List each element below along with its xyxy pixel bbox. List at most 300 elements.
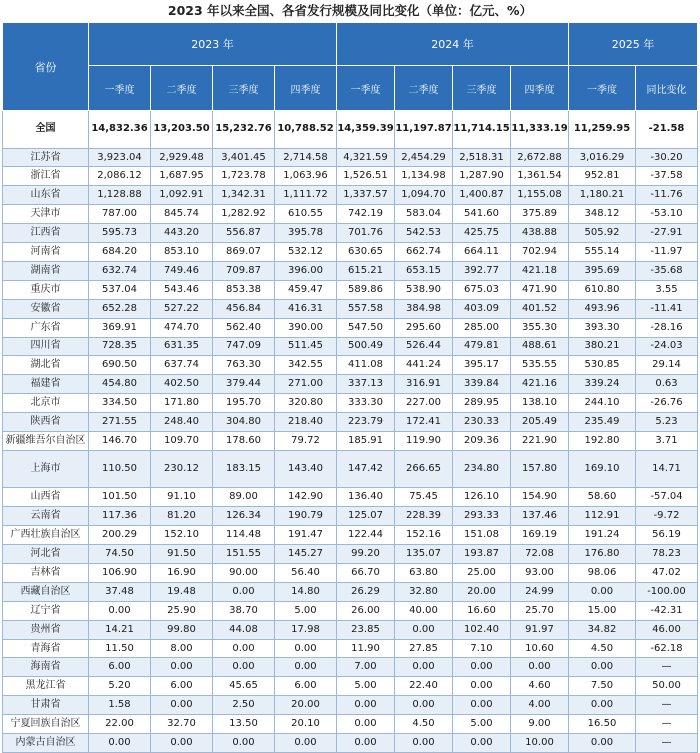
province-cell: 北京市 [3,394,89,413]
value-cell: 146.70 [89,431,151,450]
table-row [3,639,698,658]
value-cell: 112.91 [569,507,636,526]
value-cell: 47.02 [636,564,698,583]
value-cell: 4.50 [395,715,453,734]
value-cell: 583.04 [395,205,453,224]
value-cell: 271.00 [275,375,337,394]
province-cell: 新疆维吾尔自治区 [3,431,89,450]
value-cell: 454.80 [89,375,151,394]
value-cell: -100.00 [636,582,698,601]
value-cell: 126.10 [453,488,511,507]
value-cell: 1,155.08 [511,186,569,205]
value-cell: 474.70 [151,318,213,337]
value-cell: 0.00 [89,734,151,753]
value-cell: 235.49 [569,413,636,432]
q2-2024-header: 二季度 [395,66,453,111]
value-cell: 0.00 [213,658,275,677]
value-cell: 5.00 [337,677,395,696]
value-cell: 185.91 [337,431,395,450]
value-cell: 1,134.98 [395,167,453,186]
value-cell: 0.00 [569,582,636,601]
value-cell: 15,232.76 [213,111,275,149]
value-cell: 1,337.57 [337,186,395,205]
value-cell: 285.00 [453,318,511,337]
value-cell: 527.22 [151,299,213,318]
province-cell: 河北省 [3,545,89,564]
value-cell: — [636,734,698,753]
province-cell: 云南省 [3,507,89,526]
table-row [3,658,698,677]
q1-2025-header: 一季度 [569,66,636,111]
value-cell: 2,518.31 [453,148,511,167]
value-cell: 530.85 [569,356,636,375]
table-row [3,564,698,583]
value-cell: 122.44 [337,526,395,545]
value-cell: 542.53 [395,224,453,243]
value-cell: 0.00 [453,734,511,753]
table-row [3,734,698,753]
province-cell: 天津市 [3,205,89,224]
value-cell: 0.00 [395,696,453,715]
value-cell: 2,929.48 [151,148,213,167]
q1-2024-header: 一季度 [337,66,395,111]
value-cell: 653.15 [395,261,453,280]
province-cell: 全国 [3,111,89,149]
value-cell: 99.80 [151,620,213,639]
value-cell: 23.85 [337,620,395,639]
value-cell: 227.00 [395,394,453,413]
issuance-table [2,22,698,753]
value-cell: 46.00 [636,620,698,639]
value-cell: 1,180.21 [569,186,636,205]
value-cell: 169.10 [569,450,636,488]
value-cell: 348.12 [569,205,636,224]
value-cell: 0.00 [275,639,337,658]
province-cell: 重庆市 [3,280,89,299]
value-cell: 44.08 [213,620,275,639]
value-cell: 493.96 [569,299,636,318]
province-cell: 河南省 [3,243,89,262]
value-cell: 230.12 [151,450,213,488]
value-cell: 6.00 [89,658,151,677]
value-cell: 114.48 [213,526,275,545]
value-cell: 0.00 [453,658,511,677]
value-cell: 45.65 [213,677,275,696]
q2-2023-header: 二季度 [151,66,213,111]
q4-2024-header: 四季度 [511,66,569,111]
table-row [3,356,698,375]
value-cell: 0.00 [213,734,275,753]
value-cell: 106.90 [89,564,151,583]
value-cell: -11.76 [636,186,698,205]
province-cell: 湖北省 [3,356,89,375]
value-cell: 488.61 [511,337,569,356]
value-cell: 853.10 [151,243,213,262]
value-cell: 79.72 [275,431,337,450]
value-cell: 4.00 [511,696,569,715]
value-cell: 334.50 [89,394,151,413]
value-cell: 543.46 [151,280,213,299]
value-cell: 541.60 [453,205,511,224]
value-cell: 89.00 [213,488,275,507]
value-cell: 58.60 [569,488,636,507]
value-cell: 147.42 [337,450,395,488]
value-cell: 183.15 [213,450,275,488]
value-cell: 5.20 [89,677,151,696]
value-cell: -30.20 [636,148,698,167]
value-cell: 26.29 [337,582,395,601]
table-row [3,186,698,205]
province-cell: 福建省 [3,375,89,394]
value-cell: 1,526.51 [337,167,395,186]
table-row [3,450,698,488]
value-cell: 22.00 [89,715,151,734]
value-cell: 853.38 [213,280,275,299]
value-cell: 393.30 [569,318,636,337]
province-cell: 浙江省 [3,167,89,186]
value-cell: 511.45 [275,337,337,356]
value-cell: 538.90 [395,280,453,299]
value-cell: 4.60 [511,677,569,696]
value-cell: 0.00 [395,734,453,753]
value-cell: 630.65 [337,243,395,262]
value-cell: 537.04 [89,280,151,299]
value-cell: 532.12 [275,243,337,262]
value-cell: 0.00 [569,734,636,753]
value-cell: 27.85 [395,639,453,658]
table-row [3,582,698,601]
value-cell: 2.50 [213,696,275,715]
value-cell: 99.20 [337,545,395,564]
value-cell: 952.81 [569,167,636,186]
value-cell: 1,111.72 [275,186,337,205]
value-cell: 0.00 [395,658,453,677]
table-row [3,243,698,262]
value-cell: 221.90 [511,431,569,450]
value-cell: 304.80 [213,413,275,432]
value-cell: 110.50 [89,450,151,488]
value-cell: 37.48 [89,582,151,601]
value-cell: 0.00 [151,734,213,753]
value-cell: 157.80 [511,450,569,488]
table-row [3,280,698,299]
value-cell: 171.80 [151,394,213,413]
value-cell: 11,714.15 [453,111,511,149]
value-cell: 138.10 [511,394,569,413]
value-cell: 5.00 [453,715,511,734]
value-cell: 11.50 [89,639,151,658]
value-cell: 728.35 [89,337,151,356]
value-cell: 191.24 [569,526,636,545]
value-cell: 610.55 [275,205,337,224]
value-cell: -11.97 [636,243,698,262]
value-cell: 14,832.36 [89,111,151,149]
value-cell: 375.89 [511,205,569,224]
table-row [3,620,698,639]
value-cell: 395.17 [453,356,511,375]
value-cell: -42.31 [636,601,698,620]
value-cell: 26.00 [337,601,395,620]
value-cell: 2,086.12 [89,167,151,186]
value-cell: 1,128.88 [89,186,151,205]
value-cell: 169.19 [511,526,569,545]
value-cell: 547.50 [337,318,395,337]
value-cell: 3,401.45 [213,148,275,167]
value-cell: 662.74 [395,243,453,262]
value-cell: 316.91 [395,375,453,394]
value-cell: 425.75 [453,224,511,243]
value-cell: 137.46 [511,507,569,526]
value-cell: 20.00 [275,696,337,715]
value-cell: 191.47 [275,526,337,545]
value-cell: 4,321.59 [337,148,395,167]
value-cell: -57.04 [636,488,698,507]
value-cell: 0.00 [569,658,636,677]
table-row [3,545,698,564]
table-row [3,394,698,413]
value-cell: 24.99 [511,582,569,601]
value-cell: 11,259.95 [569,111,636,149]
value-cell: 205.49 [511,413,569,432]
value-cell: -9.72 [636,507,698,526]
value-cell: 91.10 [151,488,213,507]
table-row [3,261,698,280]
value-cell: 2,714.58 [275,148,337,167]
value-cell: 75.45 [395,488,453,507]
value-cell: 632.74 [89,261,151,280]
value-cell: 102.40 [453,620,511,639]
value-cell: — [636,696,698,715]
province-cell: 广东省 [3,318,89,337]
yoy-change-header: 同比变化 [636,66,698,111]
value-cell: 1,723.78 [213,167,275,186]
value-cell: 443.20 [151,224,213,243]
value-cell: 6.00 [275,677,337,696]
province-cell: 辽宁省 [3,601,89,620]
value-cell: 152.10 [151,526,213,545]
value-cell: 200.29 [89,526,151,545]
value-cell: 0.00 [453,696,511,715]
value-cell: 337.13 [337,375,395,394]
value-cell: 0.00 [213,582,275,601]
value-cell: 223.79 [337,413,395,432]
table-row [3,431,698,450]
value-cell: 0.00 [213,639,275,658]
value-cell: 339.84 [453,375,511,394]
value-cell: 390.00 [275,318,337,337]
value-cell: 0.00 [275,734,337,753]
table-row [3,601,698,620]
value-cell: 339.24 [569,375,636,394]
province-header: 省份 [3,23,89,111]
value-cell: 101.50 [89,488,151,507]
value-cell: 11,333.19 [511,111,569,149]
value-cell: 228.39 [395,507,453,526]
value-cell: 14,359.39 [337,111,395,149]
table-row [3,375,698,394]
value-cell: 557.58 [337,299,395,318]
province-cell: 西藏自治区 [3,582,89,601]
table-row [3,167,698,186]
value-cell: 556.87 [213,224,275,243]
province-cell: 上海市 [3,450,89,488]
value-cell: 5.00 [275,601,337,620]
value-cell: 6.00 [151,677,213,696]
value-cell: -26.76 [636,394,698,413]
value-cell: 209.36 [453,431,511,450]
year-2024-header: 2024 年 [337,23,569,66]
value-cell: 74.50 [89,545,151,564]
table-row [3,148,698,167]
value-cell: 702.94 [511,243,569,262]
value-cell: 13,203.50 [151,111,213,149]
value-cell: 342.55 [275,356,337,375]
province-cell: 江西省 [3,224,89,243]
table-title: 2023 年以来全国、各省发行规模及同比变化（单位：亿元、%） [167,3,533,18]
value-cell: 402.50 [151,375,213,394]
table-row [3,413,698,432]
value-cell: 244.10 [569,394,636,413]
value-cell: 142.90 [275,488,337,507]
table-row [3,224,698,243]
province-cell: 湖南省 [3,261,89,280]
value-cell: 0.00 [395,620,453,639]
value-cell: 1,361.54 [511,167,569,186]
value-cell: 63.80 [395,564,453,583]
value-cell: -27.91 [636,224,698,243]
value-cell: 438.88 [511,224,569,243]
value-cell: 125.07 [337,507,395,526]
value-cell: 34.82 [569,620,636,639]
value-cell: 10.00 [511,734,569,753]
value-cell: 0.00 [89,601,151,620]
value-cell: 230.33 [453,413,511,432]
value-cell: 38.70 [213,601,275,620]
table-row [3,526,698,545]
value-cell: -24.03 [636,337,698,356]
value-cell: 234.80 [453,450,511,488]
value-cell: 16.90 [151,564,213,583]
province-cell: 贵州省 [3,620,89,639]
value-cell: 195.70 [213,394,275,413]
value-cell: 56.40 [275,564,337,583]
value-cell: 747.09 [213,337,275,356]
value-cell: 3,016.29 [569,148,636,167]
value-cell: 500.49 [337,337,395,356]
year-2025-header: 2025 年 [569,23,698,66]
value-cell: 0.00 [151,658,213,677]
value-cell: — [636,715,698,734]
value-cell: 11.90 [337,639,395,658]
value-cell: 151.55 [213,545,275,564]
province-cell: 安徽省 [3,299,89,318]
value-cell: 0.00 [337,696,395,715]
province-cell: 广西壮族自治区 [3,526,89,545]
province-cell: 山东省 [3,186,89,205]
value-cell: 401.52 [511,299,569,318]
table-body [3,111,698,753]
value-cell: 4.50 [569,639,636,658]
province-cell: 内蒙古自治区 [3,734,89,753]
value-cell: 1,063.96 [275,167,337,186]
value-cell: 135.07 [395,545,453,564]
value-cell: 13.50 [213,715,275,734]
value-cell: 1,282.92 [213,205,275,224]
value-cell: 845.74 [151,205,213,224]
total-row [3,111,698,149]
value-cell: 266.65 [395,450,453,488]
value-cell: 14.80 [275,582,337,601]
value-cell: 535.55 [511,356,569,375]
value-cell: 81.20 [151,507,213,526]
value-cell: 0.00 [337,734,395,753]
value-cell: 16.50 [569,715,636,734]
province-cell: 江苏省 [3,148,89,167]
value-cell: 7.10 [453,639,511,658]
value-cell: 675.03 [453,280,511,299]
value-cell: 1,342.31 [213,186,275,205]
value-cell: 29.14 [636,356,698,375]
year-2023-header: 2023 年 [89,23,337,66]
table-row [3,205,698,224]
value-cell: 690.50 [89,356,151,375]
table-row [3,299,698,318]
value-cell: 25.90 [151,601,213,620]
value-cell: 595.73 [89,224,151,243]
value-cell: 369.91 [89,318,151,337]
value-cell: 471.90 [511,280,569,299]
value-cell: 17.98 [275,620,337,639]
value-cell: 589.86 [337,280,395,299]
value-cell: 5.23 [636,413,698,432]
value-cell: 664.11 [453,243,511,262]
province-cell: 四川省 [3,337,89,356]
value-cell: 1,400.87 [453,186,511,205]
value-cell: 526.44 [395,337,453,356]
value-cell: 10.60 [511,639,569,658]
value-cell: 701.76 [337,224,395,243]
value-cell: 117.36 [89,507,151,526]
value-cell: 151.08 [453,526,511,545]
value-cell: 379.44 [213,375,275,394]
value-cell: 11,197.87 [395,111,453,149]
value-cell: 145.27 [275,545,337,564]
value-cell: 289.95 [453,394,511,413]
value-cell: -11.41 [636,299,698,318]
value-cell: -53.10 [636,205,698,224]
value-cell: 0.00 [151,696,213,715]
value-cell: — [636,658,698,677]
value-cell: 0.00 [337,715,395,734]
value-cell: 93.00 [511,564,569,583]
value-cell: 1.58 [89,696,151,715]
value-cell: 109.70 [151,431,213,450]
value-cell: 22.40 [395,677,453,696]
value-cell: 20.10 [275,715,337,734]
value-cell: 98.06 [569,564,636,583]
value-cell: 218.40 [275,413,337,432]
value-cell: 505.92 [569,224,636,243]
value-cell: 248.40 [151,413,213,432]
value-cell: 555.14 [569,243,636,262]
value-cell: 14.71 [636,450,698,488]
value-cell: 652.28 [89,299,151,318]
q4-2023-header: 四季度 [275,66,337,111]
value-cell: 19.48 [151,582,213,601]
table-row [3,318,698,337]
value-cell: 631.35 [151,337,213,356]
value-cell: 32.70 [151,715,213,734]
